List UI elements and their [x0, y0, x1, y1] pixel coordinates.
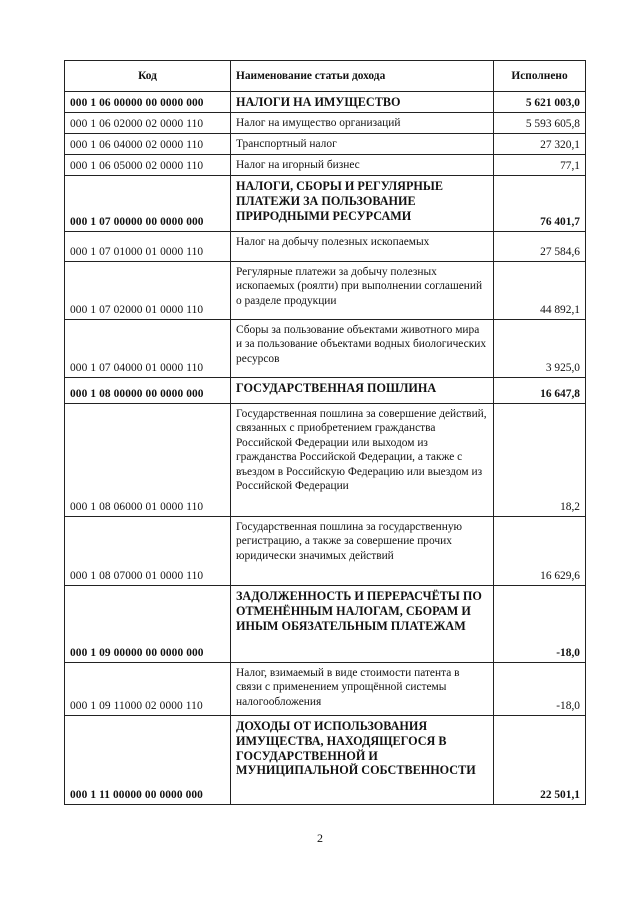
- row-value: 27 584,6: [494, 232, 586, 262]
- row-code: 000 1 11 00000 00 0000 000: [65, 716, 231, 805]
- row-value: 77,1: [494, 155, 586, 176]
- table-row: [65, 232, 586, 262]
- header-code: Код: [65, 61, 231, 92]
- row-name: Государственная пошлина за совершение действий, связанных с приобретением гражданства Российской Федерации или выходом из гражданства Российской Федерации, а также с въездом в Российскую Федерацию или выездом из Российской Федерации: [231, 404, 494, 517]
- table-row: [65, 262, 586, 320]
- row-code: 000 1 06 02000 02 0000 110: [65, 113, 231, 134]
- header-name: Наименование статьи дохода: [231, 61, 494, 92]
- row-value: -18,0: [494, 663, 586, 716]
- row-value: 5 593 605,8: [494, 113, 586, 134]
- row-value: 44 892,1: [494, 262, 586, 320]
- row-name: ГОСУДАРСТВЕННАЯ ПОШЛИНА: [231, 378, 494, 404]
- row-name: Налог на имущество организаций: [231, 113, 494, 134]
- row-value: 18,2: [494, 404, 586, 517]
- row-name: Государственная пошлина за государственную регистрацию, а также за совершение прочих юридически значимых действий: [231, 517, 494, 586]
- row-code: 000 1 07 02000 01 0000 110: [65, 262, 231, 320]
- page-number: 2: [317, 831, 323, 845]
- row-name: Сборы за пользование объектами животного мира и за пользование объектами водных биологических ресурсов: [231, 320, 494, 378]
- table-row: [65, 663, 586, 716]
- row-code: 000 1 08 07000 01 0000 110: [65, 517, 231, 586]
- row-name: ДОХОДЫ ОТ ИСПОЛЬЗОВАНИЯ ИМУЩЕСТВА, НАХОДЯЩЕГОСЯ В ГОСУДАРСТВЕННОЙ И МУНИЦИПАЛЬНОЙ СОБСТВЕННОСТИ: [231, 716, 494, 805]
- table-row: [65, 320, 586, 378]
- row-code: 000 1 06 04000 02 0000 110: [65, 134, 231, 155]
- row-code: 000 1 06 00000 00 0000 000: [65, 92, 231, 113]
- row-value: 16 629,6: [494, 517, 586, 586]
- row-code: 000 1 07 01000 01 0000 110: [65, 232, 231, 262]
- row-value: 22 501,1: [494, 716, 586, 805]
- row-name: Налог на игорный бизнес: [231, 155, 494, 176]
- table-row: [65, 586, 586, 663]
- row-code: 000 1 08 00000 00 0000 000: [65, 378, 231, 404]
- row-name: Налог на добычу полезных ископаемых: [231, 232, 494, 262]
- row-name: НАЛОГИ, СБОРЫ И РЕГУЛЯРНЫЕ ПЛАТЕЖИ ЗА ПОЛЬЗОВАНИЕ ПРИРОДНЫМИ РЕСУРСАМИ: [231, 176, 494, 232]
- row-name: НАЛОГИ НА ИМУЩЕСТВО: [231, 92, 494, 113]
- header-row: [65, 61, 586, 92]
- table-row: [65, 155, 586, 176]
- row-name: Транспортный налог: [231, 134, 494, 155]
- row-code: 000 1 06 05000 02 0000 110: [65, 155, 231, 176]
- row-code: 000 1 09 00000 00 0000 000: [65, 586, 231, 663]
- row-value: -18,0: [494, 586, 586, 663]
- row-code: 000 1 07 00000 00 0000 000: [65, 176, 231, 232]
- document-page: [64, 60, 585, 805]
- row-value: 27 320,1: [494, 134, 586, 155]
- row-code: 000 1 08 06000 01 0000 110: [65, 404, 231, 517]
- row-code: 000 1 09 11000 02 0000 110: [65, 663, 231, 716]
- header-value: Исполнено: [494, 61, 586, 92]
- revenue-table: [64, 60, 586, 805]
- row-value: 76 401,7: [494, 176, 586, 232]
- row-name: ЗАДОЛЖЕННОСТЬ И ПЕРЕРАСЧЁТЫ ПО ОТМЕНЁННЫМ НАЛОГАМ, СБОРАМ И ИНЫМ ОБЯЗАТЕЛЬНЫМ ПЛАТЕЖАМ: [231, 586, 494, 663]
- table-row: [65, 716, 586, 805]
- table-row: [65, 378, 586, 404]
- table-header: [65, 61, 586, 92]
- table-row: [65, 517, 586, 586]
- row-value: 5 621 003,0: [494, 92, 586, 113]
- row-name: Регулярные платежи за добычу полезных ископаемых (роялти) при выполнении соглашений о разделе продукции: [231, 262, 494, 320]
- row-value: 3 925,0: [494, 320, 586, 378]
- table-row: [65, 176, 586, 232]
- row-name: Налог, взимаемый в виде стоимости патента в связи с применением упрощённой системы налогообложения: [231, 663, 494, 716]
- table-row: [65, 113, 586, 134]
- table-row: [65, 134, 586, 155]
- table-row: [65, 404, 586, 517]
- row-code: 000 1 07 04000 01 0000 110: [65, 320, 231, 378]
- row-value: 16 647,8: [494, 378, 586, 404]
- table-row: [65, 92, 586, 113]
